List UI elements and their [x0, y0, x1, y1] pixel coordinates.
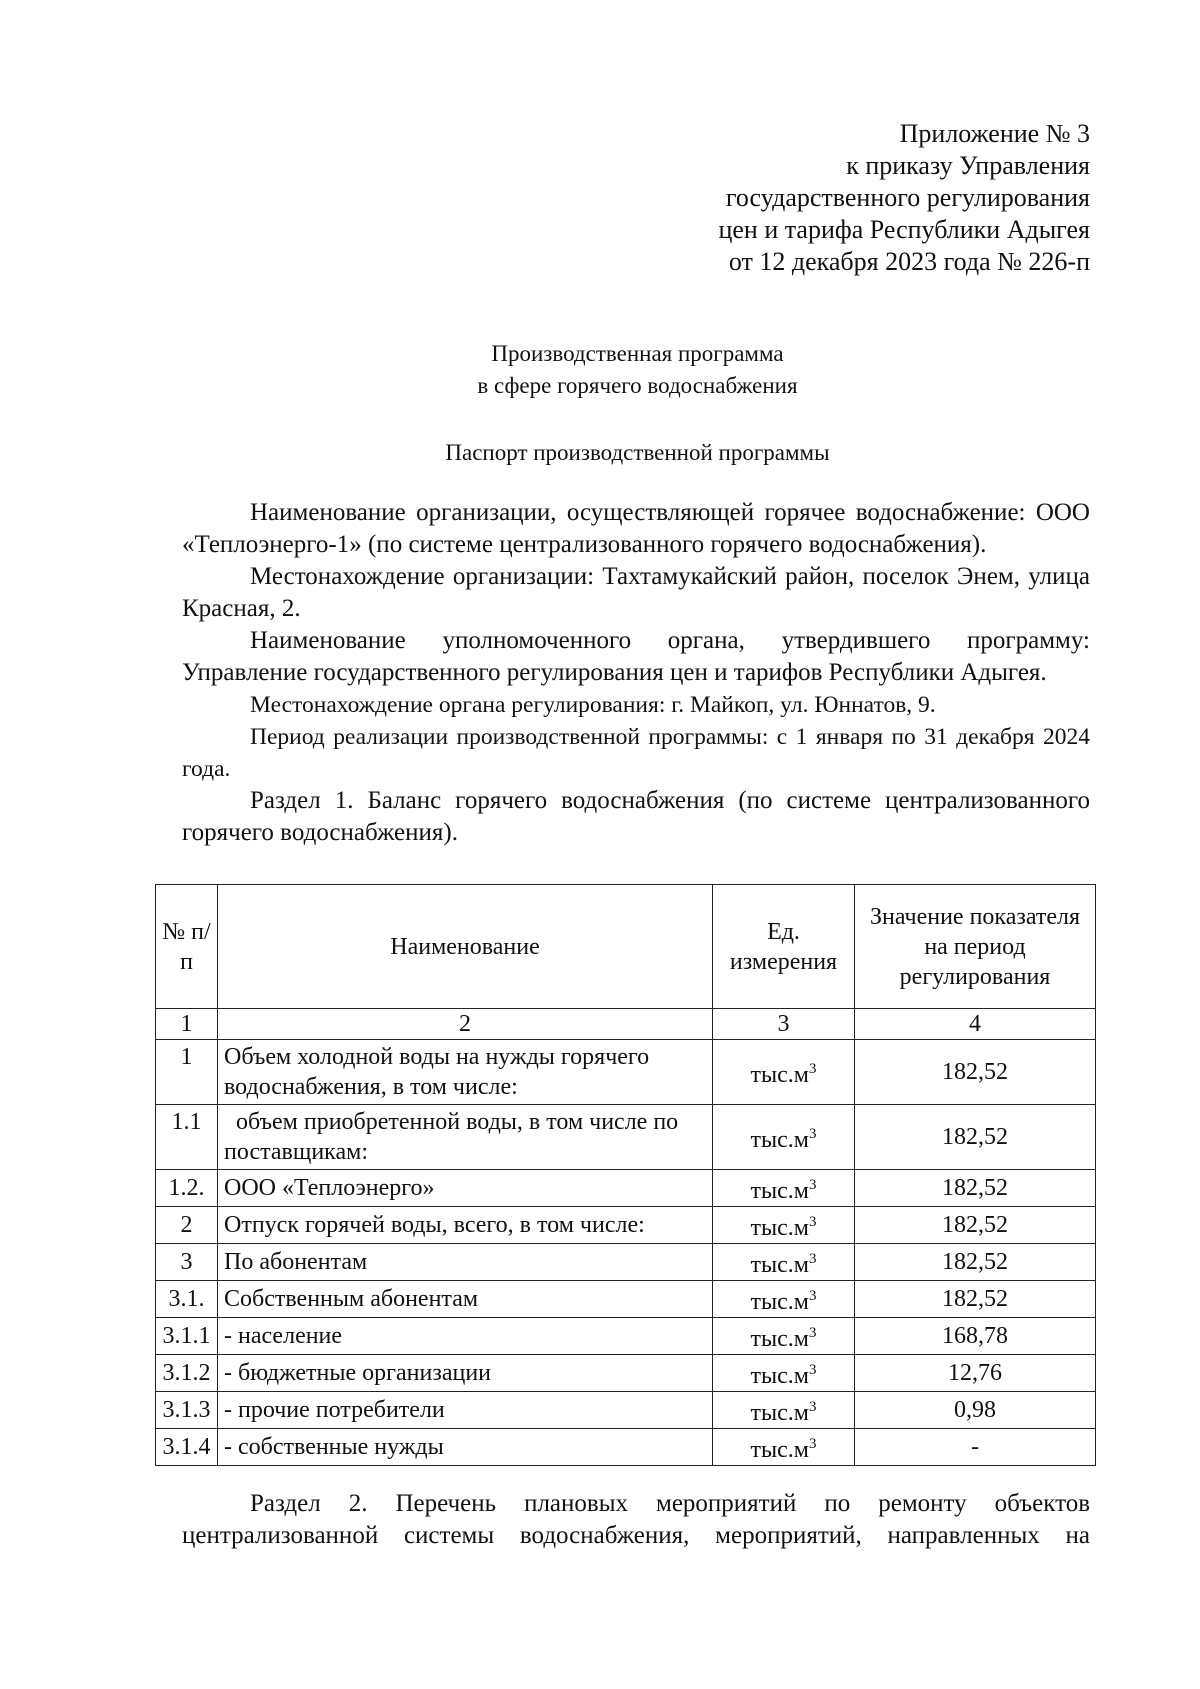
row-name: - собственные нужды: [218, 1429, 713, 1466]
paragraph-authority: Наименование уполномоченного органа, утвердившего программу: Управление государственного регулирования цен и тарифов Республики Адыгея.: [182, 627, 1090, 686]
appendix-line: Приложение № 3: [899, 119, 1090, 148]
row-name: Объем холодной воды на нужды горячего водоснабжения, в том числе:: [218, 1040, 713, 1105]
row-unit: [713, 1040, 855, 1105]
row-num: 3.1.1: [156, 1318, 218, 1355]
table-row: [156, 1105, 1096, 1170]
appendix-header: [718, 118, 1090, 278]
program-title-line: Производственная программа: [491, 341, 784, 366]
row-num: 3: [156, 1244, 218, 1281]
row-value: 168,78: [855, 1318, 1096, 1355]
appendix-line: к приказу Управления: [846, 151, 1090, 180]
header-name: Наименование: [218, 885, 713, 1009]
passport-body: [182, 497, 1090, 849]
unit-text: тыс.м: [750, 1326, 809, 1352]
row-value: 182,52: [855, 1170, 1096, 1207]
table-row: [156, 1355, 1096, 1392]
unit-exponent: 3: [808, 1362, 817, 1378]
table-row: [156, 1281, 1096, 1318]
balance-table: [155, 884, 1096, 1466]
unit-text: тыс.м: [750, 1178, 809, 1204]
row-value: 182,52: [855, 1244, 1096, 1281]
row-value: 182,52: [855, 1105, 1096, 1170]
row-num: 3.1.: [156, 1281, 218, 1318]
table-row: [156, 1244, 1096, 1281]
header-value: Значение показателя на период регулирования: [855, 885, 1096, 1009]
appendix-line: от 12 декабря 2023 года № 226-п: [728, 247, 1090, 276]
header-num: № п/п: [156, 885, 218, 1009]
row-unit: [713, 1318, 855, 1355]
unit-text: тыс.м: [750, 1363, 809, 1389]
table-row: [156, 1040, 1096, 1105]
section2-text: [182, 1488, 1090, 1552]
table-body: [156, 1040, 1096, 1466]
row-name: ООО «Теплоэнерго»: [218, 1170, 713, 1207]
index-cell: 3: [713, 1009, 855, 1040]
row-unit: [713, 1281, 855, 1318]
paragraph-location: Местонахождение организации: Тахтамукайский район, поселок Энем, улица Красная, 2.: [182, 563, 1090, 622]
table-row: [156, 1318, 1096, 1355]
row-unit: [713, 1207, 855, 1244]
table-row: [156, 1207, 1096, 1244]
paragraph-section1: Раздел 1. Баланс горячего водоснабжения (по системе централизованного горячего водоснабжения).: [182, 787, 1090, 846]
program-title-line: в сфере горячего водоснабжения: [477, 373, 798, 398]
row-num: 3.1.3: [156, 1392, 218, 1429]
row-num: 3.1.2: [156, 1355, 218, 1392]
unit-text: тыс.м: [750, 1437, 809, 1463]
row-num: 2: [156, 1207, 218, 1244]
unit-exponent: 3: [808, 1325, 817, 1341]
appendix-line: цен и тарифа Республики Адыгея: [718, 215, 1090, 244]
row-value: 0,98: [855, 1392, 1096, 1429]
unit-text: тыс.м: [750, 1289, 809, 1315]
unit-exponent: 3: [808, 1288, 817, 1304]
row-name: - население: [218, 1318, 713, 1355]
index-cell: 4: [855, 1009, 1096, 1040]
row-unit: [713, 1392, 855, 1429]
unit-exponent: 3: [808, 1177, 817, 1193]
paragraph-period: Период реализации производственной программы: с 1 января по 31 декабря 2024 года.: [182, 724, 1090, 782]
appendix-line: государственного регулирования: [725, 183, 1090, 212]
row-name: - бюджетные организации: [218, 1355, 713, 1392]
table-row: [156, 1170, 1096, 1207]
unit-text: тыс.м: [750, 1252, 809, 1278]
unit-text: тыс.м: [750, 1400, 809, 1426]
row-unit: [713, 1244, 855, 1281]
index-cell: 2: [218, 1009, 713, 1040]
row-num: 1.2.: [156, 1170, 218, 1207]
row-name: Собственным абонентам: [218, 1281, 713, 1318]
row-name: По абонентам: [218, 1244, 713, 1281]
table-row: [156, 1392, 1096, 1429]
row-value: 182,52: [855, 1207, 1096, 1244]
row-unit: [713, 1170, 855, 1207]
unit-text: тыс.м: [750, 1215, 809, 1241]
unit-exponent: 3: [808, 1399, 817, 1415]
row-value: 12,76: [855, 1355, 1096, 1392]
row-value: 182,52: [855, 1281, 1096, 1318]
unit-text: тыс.м: [750, 1127, 809, 1153]
paragraph-organization: Наименование организации, осуществляющей горячее водоснабжение: ООО «Теплоэнерго-1» (по системе централизованного горячего водоснабжения).: [182, 499, 1090, 558]
unit-exponent: 3: [808, 1251, 817, 1267]
row-num: 1: [156, 1040, 218, 1105]
row-name: [218, 1105, 713, 1170]
program-title: [0, 338, 1200, 402]
row-name: - прочие потребители: [218, 1392, 713, 1429]
unit-exponent: 3: [808, 1126, 817, 1142]
row-value: 182,52: [855, 1040, 1096, 1105]
unit-exponent: 3: [808, 1061, 817, 1077]
row-num: 1.1: [156, 1105, 218, 1170]
row-unit: [713, 1355, 855, 1392]
table-header-row: [156, 885, 1096, 1009]
row-unit: [713, 1429, 855, 1466]
row-unit: [713, 1105, 855, 1170]
unit-text: тыс.м: [750, 1062, 809, 1088]
row-name-text: объем приобретенной воды, в том числе по поставщикам:: [224, 1109, 679, 1165]
paragraph-authority-location: Местонахождение органа регулирования: г. Майкоп, ул. Юннатов, 9.: [250, 692, 936, 718]
unit-exponent: 3: [808, 1436, 817, 1452]
row-num: 3.1.4: [156, 1429, 218, 1466]
index-cell: 1: [156, 1009, 218, 1040]
passport-title: Паспорт производственной программы: [445, 440, 830, 465]
table-row: [156, 1429, 1096, 1466]
unit-exponent: 3: [808, 1214, 817, 1230]
table-index-row: [156, 1009, 1096, 1040]
header-unit: Ед. измерения: [713, 885, 855, 1009]
row-value: -: [855, 1429, 1096, 1466]
row-name: Отпуск горячей воды, всего, в том числе:: [218, 1207, 713, 1244]
paragraph-section2: Раздел 2. Перечень плановых мероприятий по ремонту объектов централизованной системы водоснабжения, мероприятий, направленных на: [182, 1490, 1090, 1549]
